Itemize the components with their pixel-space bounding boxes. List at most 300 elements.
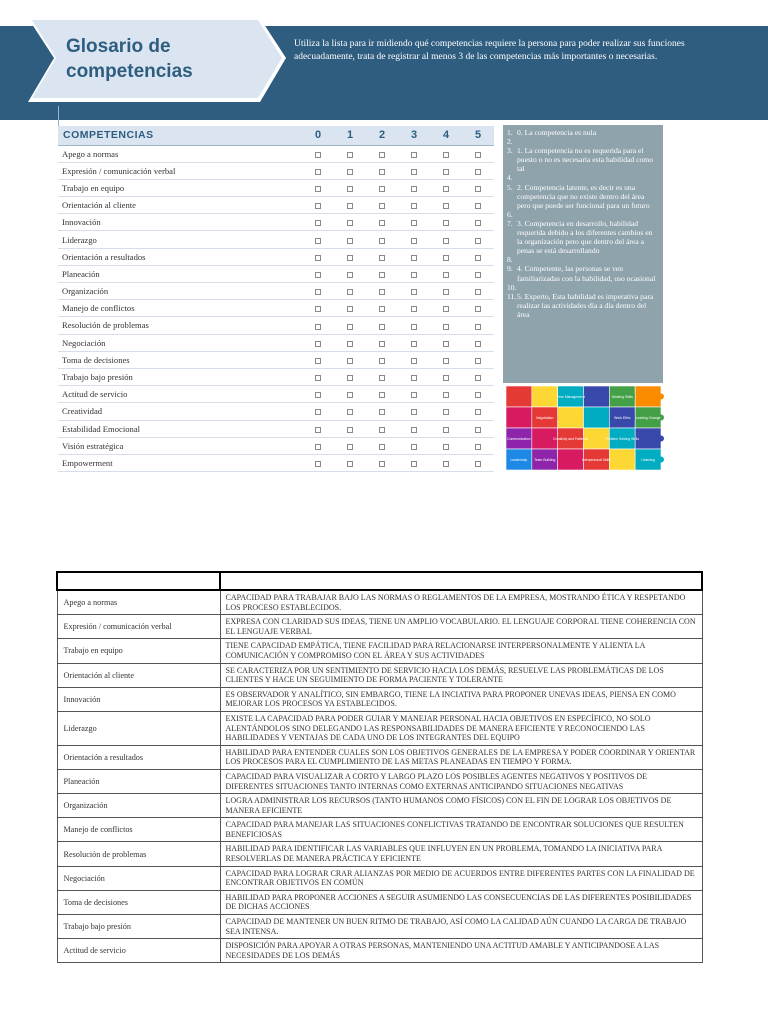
level-checkbox[interactable] [315,375,321,381]
level-cell [462,300,494,317]
glossary-definition: CAPACIDAD PARA LOGRAR CRAR ALIANZAS POR MEDIO DE ACUERDOS ENTRE DIFERENTES PARTES CON LA FINALIDAD DE ENCONTRAR OBJETIVOS EN COMÚN [220,866,702,890]
glossary-row [57,745,702,769]
legend-item [507,128,659,137]
level-checkbox[interactable] [475,358,481,364]
level-cell [462,334,494,351]
level-checkbox[interactable] [315,220,321,226]
level-checkbox[interactable] [443,444,449,450]
competency-name: Planeación [58,265,302,282]
puzzle-label: Communication [507,437,531,441]
level-cell [398,283,430,300]
glossary-row [57,818,702,842]
level-cell [334,300,366,317]
level-checkbox[interactable] [411,409,417,415]
level-checkbox[interactable] [347,272,353,278]
level-checkbox[interactable] [411,272,417,278]
legend-item-number: 1. [507,128,513,137]
competency-row [58,368,494,385]
level-cell [398,386,430,403]
level-cell [462,403,494,420]
level-checkbox[interactable] [443,358,449,364]
level-checkbox[interactable] [315,306,321,312]
level-checkbox[interactable] [347,427,353,433]
level-checkbox[interactable] [315,272,321,278]
level-checkbox[interactable] [347,255,353,261]
glossary-definition: EXISTE LA CAPACIDAD PARA PODER GUIAR Y MANEJAR PERSONAL HACIA OBJETIVOS EN ESPECÍFICO, NO SOLO ALENTÁNDOLOS SINO DELEGANDO LAS RESPONSABILIDADES DE MANERA EFICIENTE Y RECONOCIENDO LAS HABILIDADES Y VENTAJAS DE CADA UNO DE LOS INTEGRANTES DEL EQUIPO [220,711,702,745]
glossary-definition: DISPOSICIÓN PARA APOYAR A OTRAS PERSONAS, MANTENIENDO UNA ACTITUD AMABLE Y ANTICIPANDOSE A LAS NECESIDADES DE LOS DEMÁS [220,939,702,963]
level-checkbox[interactable] [347,324,353,330]
level-checkbox[interactable] [315,152,321,158]
glossary-row [57,615,702,639]
legend-item-text [517,210,659,219]
level-cell [302,197,334,214]
level-cell [398,162,430,179]
glossary-definition: LOGRA ADMINISTRAR LOS RECURSOS (TANTO HUMANOS COMO FÍSICOS) CON EL FIN DE LOGRAR LOS OBJETIVOS DE MANERA EFICIENTE [220,794,702,818]
competencies-header: COMPETENCIAS [58,126,302,145]
level-checkbox[interactable] [443,289,449,295]
level-checkbox[interactable] [475,392,481,398]
level-checkbox[interactable] [443,427,449,433]
level-cell [462,248,494,265]
competency-name: Orientación a resultados [58,248,302,265]
level-cell [302,145,334,162]
glossary-row [57,939,702,963]
legend-item-number: 8. [507,255,513,265]
legend-list [507,128,659,319]
level-checkbox[interactable] [347,289,353,295]
level-cell [302,317,334,334]
level-checkbox[interactable] [443,375,449,381]
glossary-row [57,794,702,818]
level-header: 0 [302,126,334,145]
glossary-definition: HABILIDAD PARA IDENTIFICAR LAS VARIABLES QUE INFLUYEN EN UN PROBLEMA, TOMANDO LA INICIATIVA PARA RESOLVERLAS DE MANERA PRÁCTICA Y EFICIENTE [220,842,702,866]
level-checkbox[interactable] [347,375,353,381]
level-checkbox[interactable] [347,203,353,209]
level-checkbox[interactable] [443,341,449,347]
competency-name: Manejo de conflictos [58,300,302,317]
level-cell [366,197,398,214]
level-checkbox[interactable] [475,375,481,381]
glossary-term: Manejo de conflictos [57,818,220,842]
level-checkbox[interactable] [411,186,417,192]
level-checkbox[interactable] [347,409,353,415]
level-checkbox[interactable] [411,152,417,158]
glossary-row [57,687,702,711]
level-checkbox[interactable] [315,427,321,433]
level-checkbox[interactable] [315,186,321,192]
level-cell [366,334,398,351]
level-cell [366,265,398,282]
puzzle-label: Agility [540,521,550,525]
level-checkbox[interactable] [411,255,417,261]
legend-item [507,137,659,146]
legend-item [507,219,659,255]
level-checkbox[interactable] [475,341,481,347]
level-checkbox[interactable] [379,220,385,226]
level-cell [302,386,334,403]
level-cell [398,351,430,368]
level-cell [334,265,366,282]
glossary-definition: HABILIDAD PARA ENTENDER CUALES SON LOS OBJETIVOS GENERALES DE LA EMPRESA Y PODER COORDINAR Y ORIENTAR LOS PROCESOS PARA EL CUMPLIMIENTO DE LAS METAS PLANEADAS EN TIEMPO Y FORMA. [220,745,702,769]
level-cell [302,368,334,385]
level-checkbox[interactable] [315,324,321,330]
level-checkbox[interactable] [347,238,353,244]
level-cell [430,283,462,300]
level-checkbox[interactable] [379,272,385,278]
glossary-definition: CAPACIDAD DE MANTENER UN BUEN RITMO DE TRABAJO, ASÍ COMO LA CALIDAD AÚN CUANDO LA CARGA DE TRABAJO SEA INTENSA. [220,915,702,939]
level-checkbox[interactable] [475,289,481,295]
level-checkbox[interactable] [315,203,321,209]
legend-item-number: 5. [507,182,513,192]
puzzle-knob [658,394,664,400]
competency-row [58,454,494,471]
level-checkbox[interactable] [475,409,481,415]
level-checkbox[interactable] [475,238,481,244]
competencies-body [58,145,494,472]
level-cell [334,334,366,351]
legend-item-number: 9. [507,264,513,274]
level-checkbox[interactable] [475,186,481,192]
level-checkbox[interactable] [379,358,385,364]
glossary-term: Orientación a resultados [57,745,220,769]
competency-name: Innovación [58,214,302,231]
glossary-definition: HABILIDAD PARA PROPONER ACCIONES A SEGUIR ASUMIENDO LAS CONSECUENCIAS DE LAS DIFERENTES POSIBILIDADES DE DICHAS ACCIONES [220,890,702,914]
level-checkbox[interactable] [443,461,449,467]
competency-row [58,145,494,162]
legend-item-number: 2. [507,137,513,147]
competency-name: Creatividad [58,403,302,420]
level-checkbox[interactable] [411,324,417,330]
glossary-term: Resolución de problemas [57,842,220,866]
level-cell [366,145,398,162]
legend-item-text: 4. Competente, las personas se ven familiarizadas con la habilidad, uso ocasional [517,264,656,283]
level-checkbox[interactable] [475,220,481,226]
level-checkbox[interactable] [347,306,353,312]
puzzle-knob [658,436,664,442]
glossary-term: Expresión / comunicación verbal [57,615,220,639]
level-checkbox[interactable] [379,461,385,467]
puzzle-piece [584,407,610,428]
level-checkbox[interactable] [315,444,321,450]
level-cell [430,265,462,282]
competencies-header-row [58,126,494,145]
level-checkbox[interactable] [347,461,353,467]
level-cell [462,351,494,368]
level-checkbox[interactable] [315,289,321,295]
level-checkbox[interactable] [443,169,449,175]
level-cell [366,403,398,420]
legend-item-number: 3. [507,146,513,156]
level-checkbox[interactable] [347,341,353,347]
competency-name: Liderazgo [58,231,302,248]
level-checkbox[interactable] [379,324,385,330]
level-checkbox[interactable] [443,255,449,261]
level-checkbox[interactable] [411,169,417,175]
level-cell [430,437,462,454]
level-checkbox[interactable] [443,392,449,398]
level-checkbox[interactable] [411,358,417,364]
glossary-definition: ES OBSERVADOR Y ANALÍTICO, SIN EMBARGO, TIENE LA INCIATIVA PARA PROPONER UNEVAS IDEAS, PIENSA EN COMO MEJORAR LOS PROCESOS YA ESTABLECIDOS. [220,687,702,711]
puzzle-label: Work Ethic [614,416,631,420]
competency-row [58,162,494,179]
glossary-header-cell [57,572,220,590]
level-checkbox[interactable] [379,409,385,415]
glossary-row [57,663,702,687]
level-cell [398,368,430,385]
level-checkbox[interactable] [347,169,353,175]
level-checkbox[interactable] [443,220,449,226]
level-checkbox[interactable] [443,306,449,312]
puzzle-label: Time Management [556,395,585,399]
level-cell [302,162,334,179]
legend-item [507,173,659,182]
glossary-row [57,866,702,890]
level-checkbox[interactable] [379,238,385,244]
level-checkbox[interactable] [411,461,417,467]
competency-name: Apego a normas [58,145,302,162]
legend-item [507,210,659,219]
glossary-definition: CAPACIDAD PARA VISUALIZAR A CORTO Y LARGO PLAZO LOS POSIBLES AGENTES NEGATIVOS Y POSITIVOS DE DIFERENTES SITUACIONES TANTO INTERNAS COMO EXTERNAS ANTICIPANDO SITUACIONES NEGATIVAS [220,769,702,793]
level-checkbox[interactable] [443,409,449,415]
level-checkbox[interactable] [379,255,385,261]
competency-name: Estabilidad Emocional [58,420,302,437]
puzzle-piece [609,449,635,470]
level-cell [334,437,366,454]
level-checkbox[interactable] [443,272,449,278]
level-checkbox[interactable] [411,427,417,433]
level-cell [462,231,494,248]
level-cell [462,317,494,334]
level-cell [462,368,494,385]
legend-item-text: 1. La competencia no es requerida para el puesto o no es necesaria esta habilidad como tal [517,146,654,174]
level-cell [398,231,430,248]
competency-row [58,265,494,282]
level-checkbox[interactable] [475,203,481,209]
level-header: 4 [430,126,462,145]
level-checkbox[interactable] [315,255,321,261]
level-cell [366,162,398,179]
level-cell [462,162,494,179]
level-checkbox[interactable] [347,186,353,192]
level-cell [430,162,462,179]
level-checkbox[interactable] [379,169,385,175]
level-cell [302,265,334,282]
level-cell [302,454,334,471]
glossary-row [57,842,702,866]
legend-item [507,264,659,282]
level-cell [398,317,430,334]
level-checkbox[interactable] [475,152,481,158]
glossary-definition: SE CARACTERIZA POR UN SENTIMIENTO DE SERVICIO HACIA LOS DEMÁS, RESUELVE LAS PROBLEMÁTICAS DE LOS CLIENTES Y HACE UN SEGUIMIENTO DE FORMA PACIENTE Y TOLERANTE [220,663,702,687]
glossary-term: Apego a normas [57,590,220,615]
legend-item [507,255,659,264]
glossary-row [57,769,702,793]
level-cell [430,197,462,214]
level-checkbox[interactable] [315,392,321,398]
glossary-body [57,572,702,963]
level-checkbox[interactable] [443,152,449,158]
level-checkbox[interactable] [315,238,321,244]
level-cell [302,420,334,437]
competency-name: Toma de decisiones [58,351,302,368]
puzzle-piece [635,428,661,449]
level-checkbox[interactable] [475,427,481,433]
competency-name: Actitud de servicio [58,386,302,403]
level-cell [302,334,334,351]
levels-legend [503,125,663,383]
competency-name: Orientación al cliente [58,197,302,214]
glossary-term: Toma de decisiones [57,890,220,914]
level-checkbox[interactable] [411,341,417,347]
level-checkbox[interactable] [379,152,385,158]
legend-item-text [517,283,659,292]
level-cell [398,248,430,265]
level-checkbox[interactable] [443,186,449,192]
puzzle-piece [635,386,661,407]
level-cell [430,420,462,437]
level-cell [398,437,430,454]
glossary-row [57,639,702,663]
competency-row [58,437,494,454]
competency-name: Empowerment [58,454,302,471]
level-checkbox[interactable] [347,444,353,450]
level-cell [366,283,398,300]
level-checkbox[interactable] [475,169,481,175]
level-cell [430,248,462,265]
level-checkbox[interactable] [475,324,481,330]
level-cell [430,386,462,403]
level-cell [462,386,494,403]
level-cell [302,179,334,196]
legend-item [507,283,659,292]
puzzle-piece [532,386,558,407]
level-checkbox[interactable] [379,375,385,381]
level-checkbox[interactable] [411,392,417,398]
level-cell [398,300,430,317]
puzzle-label: Creativity and Patience [553,437,589,441]
puzzle-piece [584,386,610,407]
legend-item-text [517,255,659,264]
level-cell [334,420,366,437]
level-checkbox[interactable] [411,289,417,295]
competency-name: Expresión / comunicación verbal [58,162,302,179]
legend-item-number: 11. [507,291,517,301]
level-checkbox[interactable] [475,461,481,467]
level-checkbox[interactable] [379,392,385,398]
glossary-definition: TIENE CAPACIDAD EMPÁTICA, TIENE FACILIDAD PARA RELACIONARSE INTERPERSONALMENTE Y ALIENTA LA COMUNICACIÓN Y COMPROMISO CON EL ÁREA Y SUS ACTIVIDADES [220,639,702,663]
level-checkbox[interactable] [443,203,449,209]
level-header: 1 [334,126,366,145]
competency-row [58,179,494,196]
level-checkbox[interactable] [379,306,385,312]
level-checkbox[interactable] [379,289,385,295]
level-cell [430,317,462,334]
level-checkbox[interactable] [443,238,449,244]
level-checkbox[interactable] [475,444,481,450]
level-cell [430,300,462,317]
puzzle-piece [506,407,532,428]
level-checkbox[interactable] [475,255,481,261]
level-checkbox[interactable] [315,409,321,415]
level-header: 2 [366,126,398,145]
glossary-row [57,711,702,745]
level-checkbox[interactable] [315,461,321,467]
level-cell [430,214,462,231]
puzzle-knob [658,457,664,463]
level-cell [302,300,334,317]
level-checkbox[interactable] [315,169,321,175]
page-title: Glosario de competencias [66,36,193,82]
glossary-term: Negociación [57,866,220,890]
level-cell [302,437,334,454]
level-cell [462,265,494,282]
level-cell [302,248,334,265]
level-cell [398,334,430,351]
level-cell [334,386,366,403]
legend-item [507,183,659,210]
level-checkbox[interactable] [379,203,385,209]
level-checkbox[interactable] [379,186,385,192]
level-checkbox[interactable] [347,358,353,364]
level-checkbox[interactable] [347,392,353,398]
level-checkbox[interactable] [475,272,481,278]
legend-item-text [517,173,659,182]
level-cell [366,214,398,231]
legend-item-number: 10. [507,282,517,292]
level-checkbox[interactable] [411,375,417,381]
level-checkbox[interactable] [347,220,353,226]
level-checkbox[interactable] [411,238,417,244]
level-cell [398,197,430,214]
level-cell [366,300,398,317]
level-cell [366,248,398,265]
level-checkbox[interactable] [411,444,417,450]
level-cell [366,437,398,454]
level-cell [430,368,462,385]
level-checkbox[interactable] [315,358,321,364]
puzzle-label: Leadership [510,458,528,462]
level-cell [462,454,494,471]
level-checkbox[interactable] [411,220,417,226]
level-cell [334,248,366,265]
level-checkbox[interactable] [443,324,449,330]
level-cell [302,283,334,300]
level-checkbox[interactable] [379,341,385,347]
competency-name: Visión estratégica [58,437,302,454]
level-cell [302,403,334,420]
glossary-term: Liderazgo [57,711,220,745]
level-checkbox[interactable] [379,427,385,433]
level-cell [462,283,494,300]
level-checkbox[interactable] [379,444,385,450]
glossary-table [56,571,703,963]
puzzle-piece [558,449,584,470]
level-checkbox[interactable] [315,341,321,347]
level-checkbox[interactable] [475,306,481,312]
puzzle-label: Team Building [534,458,556,462]
level-cell [302,351,334,368]
level-checkbox[interactable] [411,203,417,209]
competency-row [58,420,494,437]
level-checkbox[interactable] [347,152,353,158]
glossary-term: Innovación [57,687,220,711]
level-cell [366,386,398,403]
level-cell [366,231,398,248]
glossary-definition: CAPACIDAD PARA MANEJAR LAS SITUACIONES CONFLICTIVAS TRATANDO DE ENCONTRAR SOLUCIONES QUE RESULTEN BENEFICIOSAS [220,818,702,842]
puzzle-label: Working Skills [611,395,633,399]
glossary-definition: EXPRESA CON CLARIDAD SUS IDEAS, TIENE UN AMPLIO VOCABULARIO. EL LENGUAJE CORPORAL TIENE COHERENCIA CON EL LENGUAJE VERBAL [220,615,702,639]
level-checkbox[interactable] [411,306,417,312]
